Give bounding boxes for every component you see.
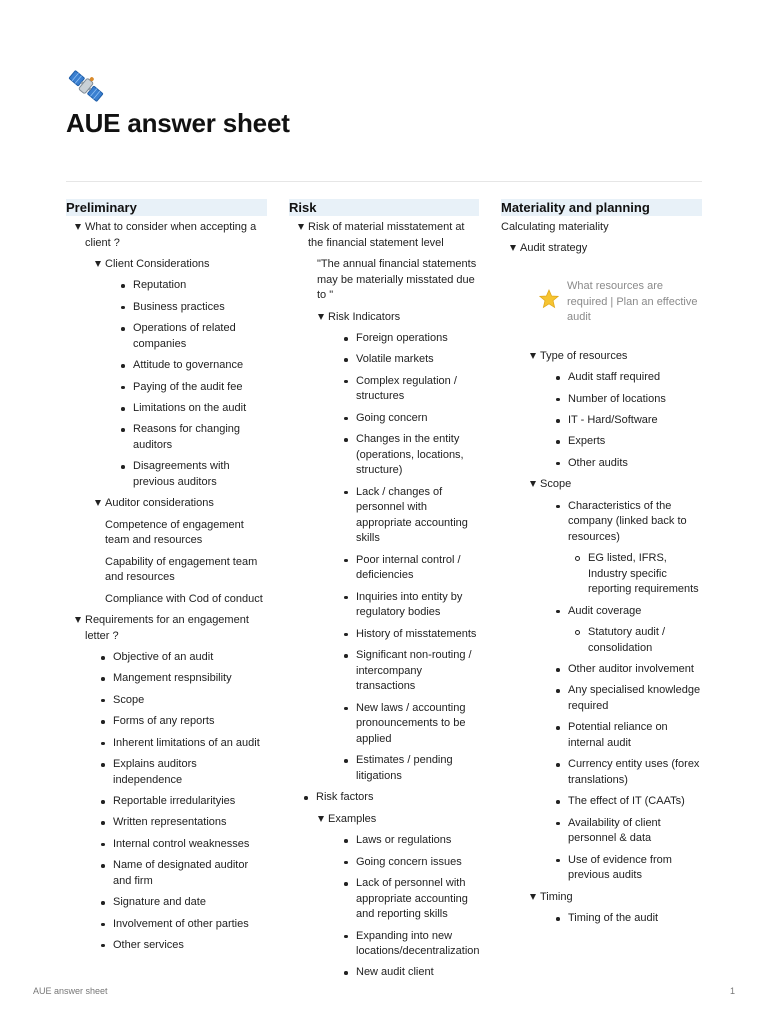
sub-list-item: EG listed, IFRS, Industry specific reporting requirements (569, 551, 702, 598)
list-item: Reasons for changing auditors (114, 422, 267, 453)
toggle-engagement-letter[interactable]: Requirements for an engagement letter ? (74, 613, 267, 644)
list-item: Number of locations (549, 392, 702, 408)
toggle-scope[interactable]: Scope (529, 477, 702, 493)
star-icon (539, 289, 559, 309)
paragraph: Calculating materiality (501, 221, 609, 233)
list-item: Reportable irredularityies (94, 794, 267, 810)
list-item: Currency entity uses (forex translations) (549, 757, 702, 788)
list-item: Audit staff required (549, 370, 702, 386)
list-item: Other services (94, 938, 267, 954)
list-item: Significant non-routing / intercompany transactions (337, 648, 479, 695)
list-item: Paying of the audit fee (114, 380, 267, 396)
list-item: Audit coverage (549, 604, 702, 620)
list-item: Experts (549, 434, 702, 450)
list-item: Poor internal control / deficiencies (337, 553, 479, 584)
paragraph: Competence of engagement team and resources (105, 518, 244, 547)
toggle-auditor-considerations[interactable]: Auditor considerations (94, 496, 267, 512)
toggle-material-misstatement[interactable]: Risk of material misstatement at the financial statement level (297, 220, 479, 251)
list-item: Internal control weaknesses (94, 837, 267, 853)
list-item: Forms of any reports (94, 714, 267, 730)
sub-list-item: Statutory audit / consolidation (569, 625, 702, 656)
list-item: Explains auditors independence (94, 757, 267, 788)
list-item: Involvement of other parties (94, 917, 267, 933)
list-item: Mangement respnsibility (94, 671, 267, 687)
paragraph: Compliance with Cod of conduct (105, 592, 263, 605)
page-number: 1 (729, 986, 735, 996)
list-item: The effect of IT (CAATs) (549, 794, 702, 810)
list-item: Signature and date (94, 895, 267, 911)
divider (66, 181, 702, 182)
quote-paragraph: "The annual financial statements may be materially misstated due to " (317, 257, 477, 302)
list-item: Going concern (337, 411, 479, 427)
list-item: Complex regulation / structures (337, 374, 479, 405)
list-item: Expanding into new locations/decentralization (337, 929, 479, 960)
list-item: Timing of the audit (549, 911, 702, 927)
callout-text: What resources are required | Plan an effective audit (567, 279, 698, 324)
list-item-risk-factors: Risk factors (297, 790, 479, 806)
footer-title: AUE answer sheet (33, 986, 108, 996)
list-item: Potential reliance on internal audit (549, 720, 702, 751)
list-item: Other auditor involvement (549, 662, 702, 678)
list-item: History of misstatements (337, 627, 479, 643)
satellite-icon (66, 66, 106, 106)
list-item: Attitude to governance (114, 358, 267, 374)
column-preliminary (66, 199, 267, 959)
list-item: Operations of related companies (114, 321, 267, 352)
list-item: Written representations (94, 815, 267, 831)
list-item: Going concern issues (337, 855, 479, 871)
list-item: New laws / accounting pronouncements to be applied (337, 701, 479, 748)
list-item: Lack of personnel with appropriate accounting and reporting skills (337, 876, 479, 923)
list-item: Reputation (114, 278, 267, 294)
list-item: Characteristics of the company (linked back to resources) (549, 499, 702, 546)
list-item: Other audits (549, 456, 702, 472)
list-item: Availability of client personnel & data (549, 816, 702, 847)
list-item: Objective of an audit (94, 650, 267, 666)
column-risk (289, 199, 479, 987)
toggle-examples[interactable]: Examples (317, 812, 479, 828)
column-heading: Materiality and planning (501, 199, 702, 216)
list-item: Inherent limitations of an audit (94, 736, 267, 752)
list-item: IT - Hard/Software (549, 413, 702, 429)
list-item: Limitations on the audit (114, 401, 267, 417)
list-item: Foreign operations (337, 331, 479, 347)
list-item: Changes in the entity (operations, locations, structure) (337, 432, 479, 479)
toggle-type-of-resources[interactable]: Type of resources (529, 349, 702, 365)
list-item: Lack / changes of personnel with appropriate accounting skills (337, 485, 479, 547)
toggle-risk-indicators[interactable]: Risk Indicators (317, 310, 479, 326)
list-item: Laws or regulations (337, 833, 479, 849)
list-item: Estimates / pending litigations (337, 753, 479, 784)
toggle-client-considerations[interactable]: Client Considerations (94, 257, 267, 273)
column-heading: Preliminary (66, 199, 267, 216)
toggle-accepting-client[interactable]: What to consider when accepting a client ? (74, 220, 267, 251)
list-item: Inquiries into entity by regulatory bodies (337, 590, 479, 621)
list-item: Disagreements with previous auditors (114, 459, 267, 490)
paragraph: Capability of engagement team and resources (105, 555, 258, 584)
column-materiality (501, 199, 702, 933)
list-item: Scope (94, 693, 267, 709)
list-item: Business practices (114, 300, 267, 316)
list-item: Name of designated auditor and firm (94, 858, 267, 889)
page-title: AUE answer sheet (66, 108, 290, 138)
list-item: Volatile markets (337, 352, 479, 368)
column-heading: Risk (289, 199, 479, 216)
list-item: Use of evidence from previous audits (549, 853, 702, 884)
list-item: Any specialised knowledge required (549, 683, 702, 714)
list-item: New audit client (337, 965, 479, 981)
callout (539, 279, 702, 326)
toggle-audit-strategy[interactable]: Audit strategy (509, 241, 702, 257)
toggle-timing[interactable]: Timing (529, 890, 702, 906)
